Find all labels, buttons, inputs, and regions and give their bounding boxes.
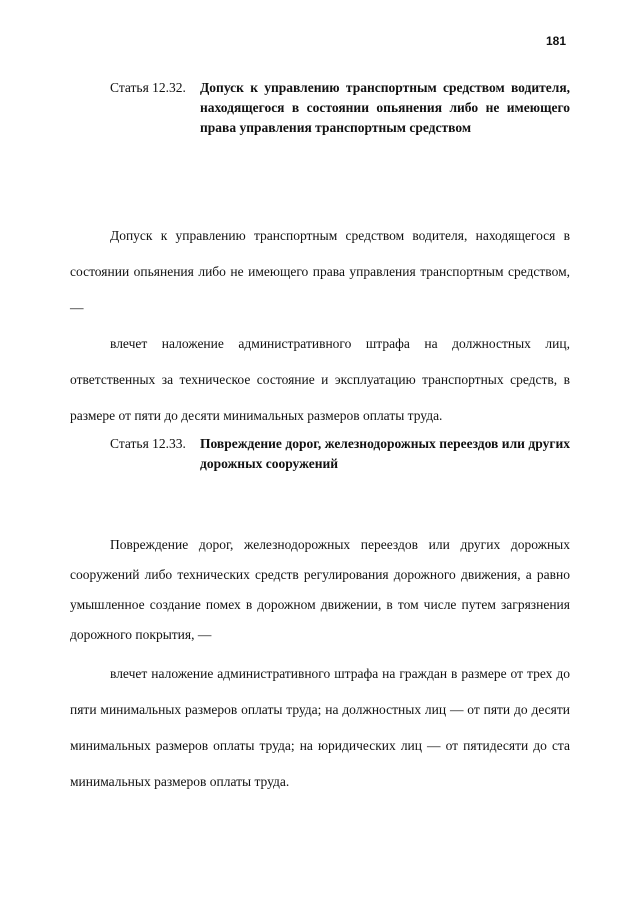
article-number: Статья 12.33. — [110, 436, 186, 451]
page-number: 181 — [545, 34, 566, 48]
article-paragraph: влечет наложение административного штрафа на должностных лиц, ответственных за техническое состояние и эксплуатацию транспортных средств, в размере от пяти до десяти минимальных размеров оплаты труда. — [70, 336, 570, 423]
article-paragraph: Допуск к управлению транспортным средством водителя, находящегося в состоянии опьянения либо не имеющего права управления транспортным средством, — — [70, 228, 570, 315]
article-number: Статья 12.32. — [110, 80, 186, 95]
article-heading — [70, 434, 570, 474]
article-12-32 — [70, 78, 570, 434]
article-12-33 — [70, 434, 570, 800]
article-heading — [70, 78, 570, 138]
article-body — [70, 530, 570, 800]
article-title: Допуск к управлению транспортным средством водителя, находящегося в состоянии опьянения либо не имеющего права управления транспортным средством — [200, 80, 570, 135]
article-title: Повреждение дорог, железнодорожных переездов или других дорожных сооружений — [200, 436, 570, 471]
article-paragraph: влечет наложение административного штрафа на граждан в размере от трех до пяти минимальных размеров оплаты труда; на должностных лиц — от пяти до десяти минимальных размеров оплаты труда; на юридических лиц — от пятидесяти до ста минимальных размеров оплаты труда. — [70, 666, 570, 789]
article-paragraph: Повреждение дорог, железнодорожных переездов или других дорожных сооружений либо технических средств регулирования дорожного движения, а равно умышленное создание помех в дорожном движении, в том числе путем загрязнения дорожного покрытия, — — [70, 537, 570, 642]
article-body — [70, 218, 570, 434]
